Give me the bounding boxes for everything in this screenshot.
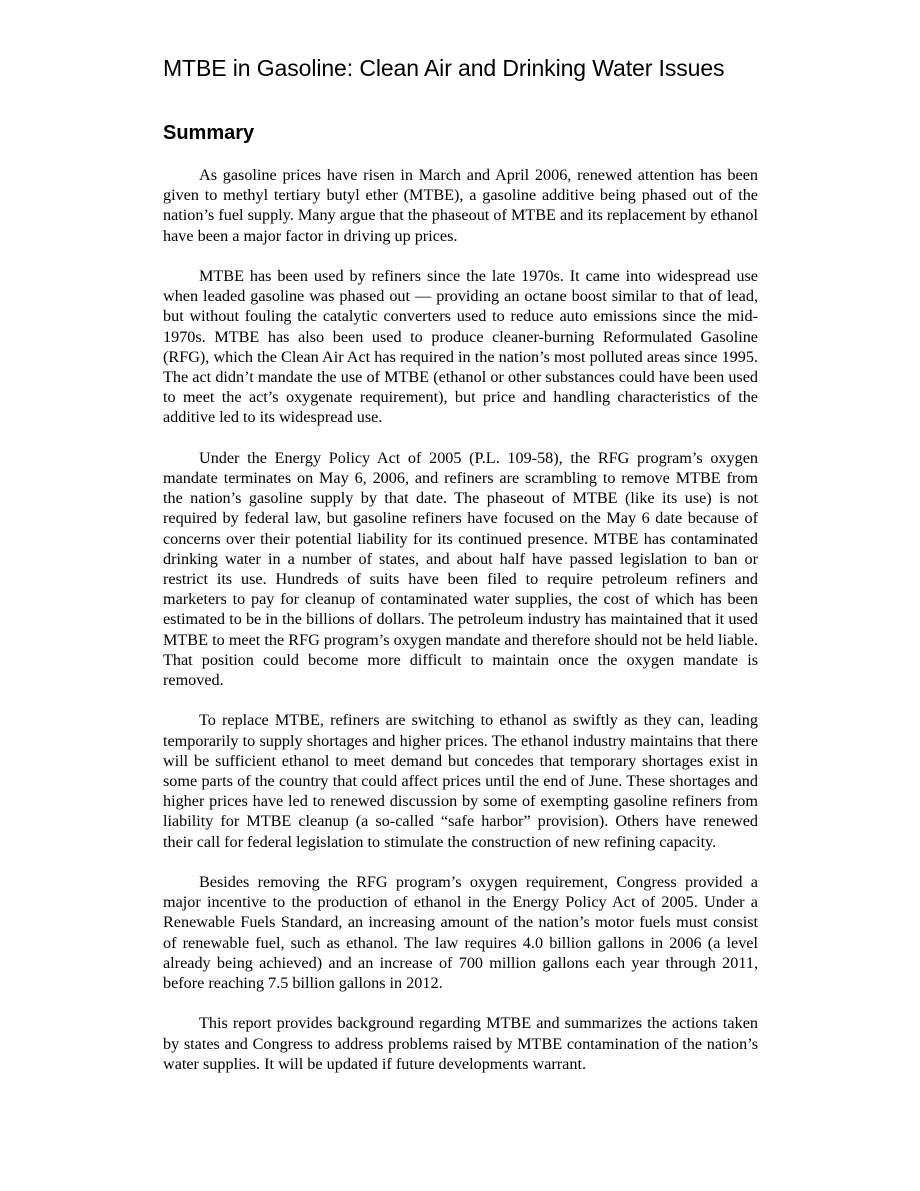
summary-paragraph-6: This report provides background regarding MTBE and summarizes the actions taken by states and Congress to address problems raised by MTBE contamination of the nation’s water supplies. It will be updated if future developments warrant.	[163, 1014, 758, 1073]
summary-body	[163, 165, 758, 1094]
section-heading-summary: Summary	[163, 122, 255, 144]
summary-paragraph-2: MTBE has been used by refiners since the late 1970s. It came into widespread use when leaded gasoline was phased out — providing an octane boost similar to that of lead, but without fouling the catalytic converters used to reduce auto emissions since the mid-1970s. MTBE has also been used to produce cleaner-burning Reformulated Gasoline (RFG), which the Clean Air Act has required in the nation’s most polluted areas since 1995. The act didn’t mandate the use of MTBE (ethanol or other substances could have been used to meet the act’s oxygenate requirement), but price and handling characteristics of the additive led to its widespread use.	[163, 267, 758, 427]
summary-paragraph-3: Under the Energy Policy Act of 2005 (P.L. 109-58), the RFG program’s oxygen mandate terminates on May 6, 2006, and refiners are scrambling to remove MTBE from the nation’s gasoline supply by that date. The phaseout of MTBE (like its use) is not required by federal law, but gasoline refiners have focused on the May 6 date because of concerns over their potential liability for its continued presence. MTBE has contaminated drinking water in a number of states, and about half have passed legislation to ban or restrict its use. Hundreds of suits have been filed to require petroleum refiners and marketers to pay for cleanup of contaminated water supplies, the cost of which has been estimated to be in the billions of dollars. The petroleum industry has maintained that it used MTBE to meet the RFG program’s oxygen mandate and therefore should not be held liable. That position could become more difficult to maintain once the oxygen mandate is removed.	[163, 448, 758, 690]
document-title: MTBE in Gasoline: Clean Air and Drinking Water Issues	[163, 55, 725, 81]
summary-paragraph-4: To replace MTBE, refiners are switching to ethanol as swiftly as they can, leading temporarily to supply shortages and higher prices. The ethanol industry maintains that there will be sufficient ethanol to meet demand but concedes that temporary shortages exist in some parts of the country that could affect prices until the end of June. These shortages and higher prices have led to renewed discussion by some of exempting gasoline refiners from liability for MTBE cleanup (a so-called “safe harbor” provision). Others have renewed their call for federal legislation to stimulate the construction of new refining capacity.	[163, 711, 758, 851]
summary-paragraph-5: Besides removing the RFG program’s oxygen requirement, Congress provided a major incentive to the production of ethanol in the Energy Policy Act of 2005. Under a Renewable Fuels Standard, an increasing amount of the nation’s motor fuels must consist of renewable fuel, such as ethanol. The law requires 4.0 billion gallons in 2006 (a level already being achieved) and an increase of 700 million gallons each year through 2011, before reaching 7.5 billion gallons in 2012.	[163, 873, 758, 993]
summary-paragraph-1: As gasoline prices have risen in March and April 2006, renewed attention has been given to methyl tertiary butyl ether (MTBE), a gasoline additive being phased out of the nation’s fuel supply. Many argue that the phaseout of MTBE and its replacement by ethanol have been a major factor in driving up prices.	[163, 166, 758, 245]
